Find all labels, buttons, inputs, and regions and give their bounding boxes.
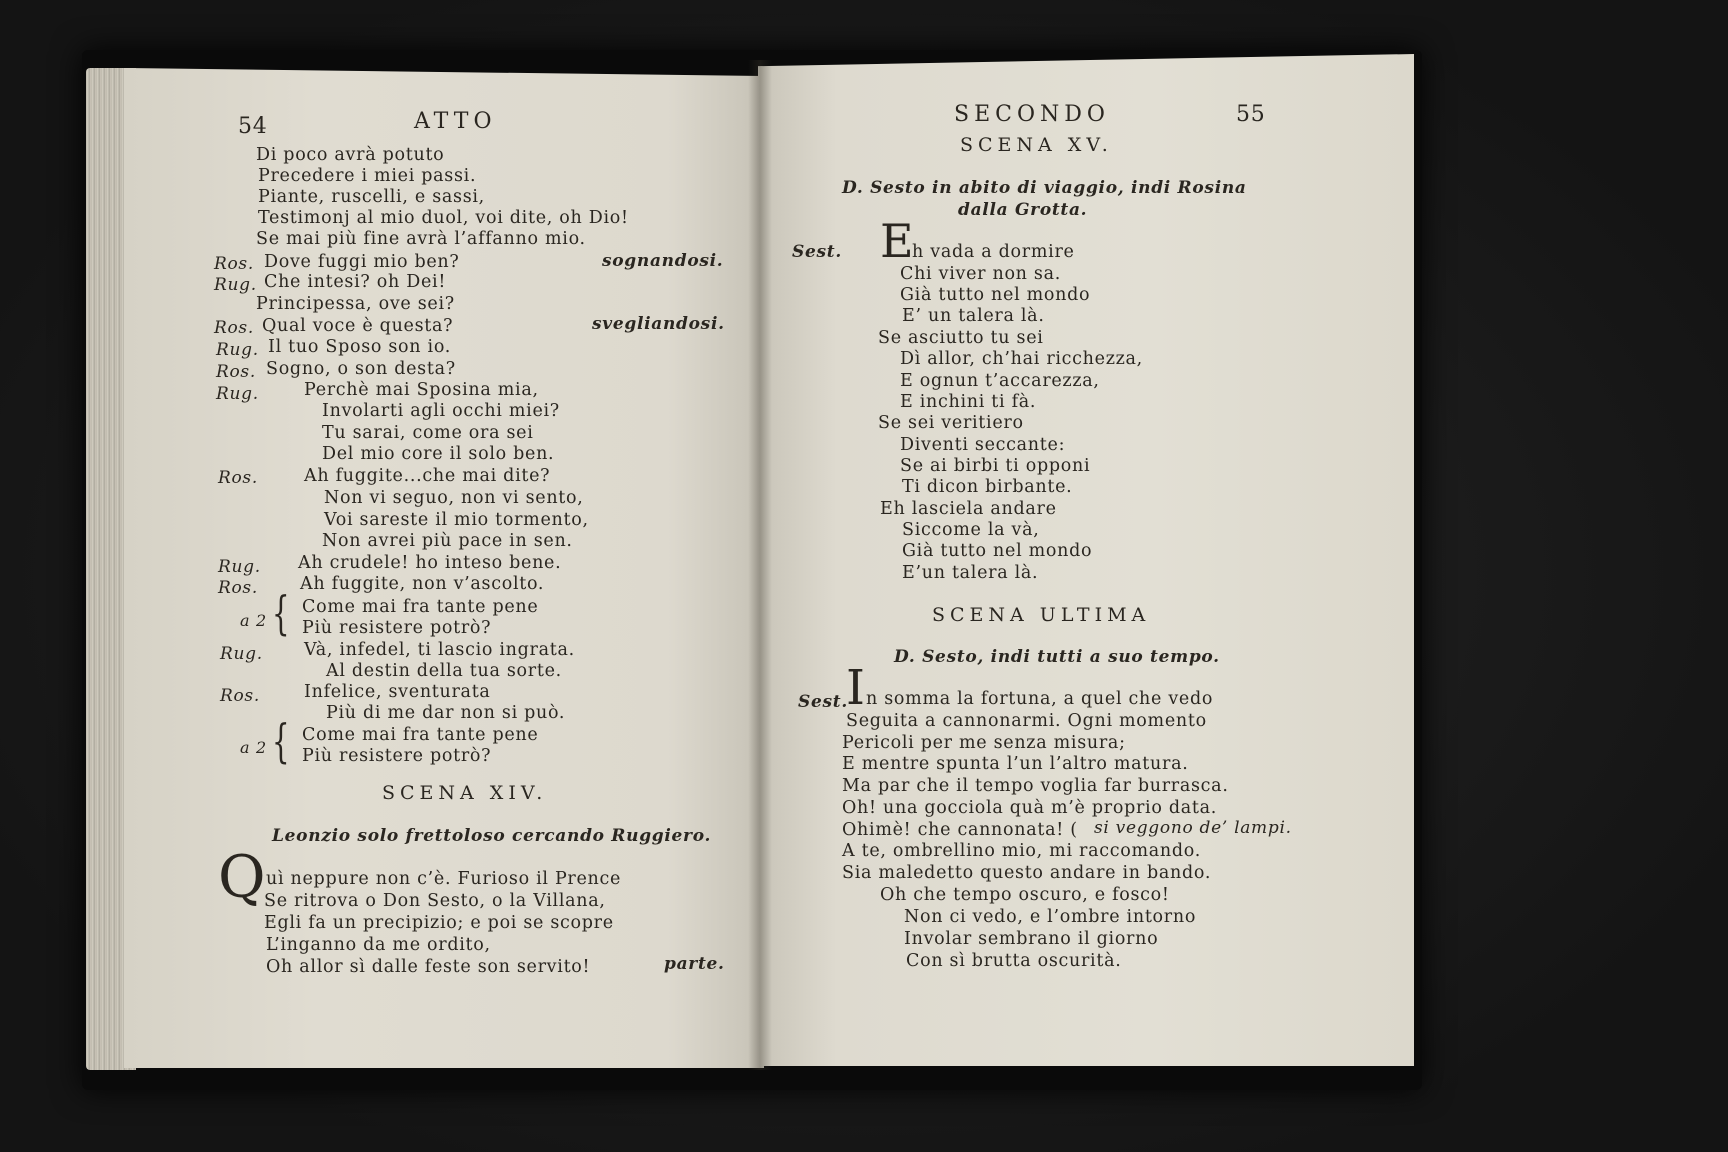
verse-line: Ah fuggite...che mai dite? (304, 466, 551, 486)
stage-aside: si veggono de’ lampi. (1094, 818, 1292, 838)
verse-line: Il tuo Sposo son io. (268, 337, 452, 357)
duet-label: a 2 (240, 738, 267, 757)
verse-line: Già tutto nel mondo (902, 541, 1093, 561)
verse-line: E’ un talera là. (902, 306, 1045, 326)
page-number-left: 54 (238, 114, 268, 139)
speaker-label: Ros. (216, 362, 256, 382)
speaker-label: Rug. (220, 644, 263, 664)
speaker-label: Rug. (216, 340, 259, 360)
verse-line: Se asciutto tu sei (878, 328, 1044, 348)
recit-line: E mentre spunta l’un l’altro matura. (842, 754, 1189, 774)
verse-line: Chi viver non sa. (900, 264, 1061, 284)
drop-cap: Q (218, 843, 266, 911)
book-gutter (748, 60, 772, 1070)
recit-line: Sia maledetto questo andare in bando. (842, 863, 1212, 883)
verse-line: Al destin della tua sorte. (326, 661, 562, 681)
verse-line: Dove fuggi mio ben? (264, 252, 460, 272)
brace-mark: { (272, 586, 290, 640)
verse-line: Perchè mai Sposina mia, (304, 380, 539, 400)
verse-line: Più resistere potrò? (302, 746, 492, 766)
speaker-label: Rug. (214, 275, 257, 295)
running-head-left: ATTO (414, 109, 497, 134)
speaker-label: Ros. (218, 468, 258, 488)
speaker-label: Sest. (792, 242, 842, 262)
duet-label: a 2 (240, 611, 267, 630)
stage-direction: D. Sesto, indi tutti a suo tempo. (894, 647, 1220, 667)
speaker-label: Ros. (214, 318, 254, 338)
verse-line: Se mai più fine avrà l’affanno mio. (256, 229, 586, 249)
prose-line: Egli fa un precipizio; e poi se scopre (264, 913, 614, 933)
verse-line: Già tutto nel mondo (900, 285, 1091, 305)
speaker-label: Rug. (216, 384, 259, 404)
verse-line: Piante, ruscelli, e sassi, (258, 187, 485, 207)
verse-line: Più resistere potrò? (302, 618, 492, 638)
recit-line: Oh! una gocciola quà m’è proprio data. (842, 798, 1217, 818)
verse-line: Voi sareste il mio tormento, (324, 510, 589, 530)
verse-line: Ah fuggite, non v’ascolto. (300, 574, 545, 594)
speaker-label: Rug. (218, 557, 261, 577)
verse-line: Dì allor, ch’hai ricchezza, (900, 349, 1143, 369)
running-head-right: SECONDO (954, 102, 1110, 127)
speaker-label: Ros. (214, 254, 254, 274)
stage-direction: Leonzio solo frettoloso cercando Ruggiero. (272, 826, 712, 846)
verse-line: Che intesi? oh Dei! (264, 272, 447, 292)
stage-note: sognandosi. (602, 251, 724, 271)
prose-line: Se ritrova o Don Sesto, o la Villana, (264, 891, 606, 911)
recit-line: Involar sembrano il giorno (904, 929, 1159, 949)
recit-line: Seguita a cannonarmi. Ogni momento (846, 711, 1207, 731)
verse-line: Se ai birbi ti opponi (900, 456, 1091, 476)
stage-note: svegliandosi. (592, 314, 725, 334)
verse-line: Tu sarai, come ora sei (322, 423, 534, 443)
verse-line: Come mai fra tante pene (302, 725, 539, 745)
verse-line: Ah crudele! ho inteso bene. (298, 553, 562, 573)
verse-line: Di poco avrà potuto (256, 145, 445, 165)
verse-line: Siccome la và, (902, 520, 1040, 540)
speaker-label: Ros. (218, 578, 258, 598)
exit-note: parte. (664, 954, 725, 974)
recit-line: Non ci vedo, e l’ombre intorno (904, 907, 1197, 927)
verse-line: Se sei veritiero (878, 413, 1024, 433)
page-number-right: 55 (1236, 102, 1266, 127)
brace-mark: { (272, 714, 290, 768)
recit-line: Ma par che il tempo voglia far burrasca. (842, 776, 1229, 796)
verse-line: Più di me dar non si può. (326, 703, 566, 723)
scene-title: SCENA XV. (960, 134, 1113, 156)
verse-line: Non avrei più pace in sen. (322, 531, 573, 551)
scene-title: SCENA ULTIMA (932, 604, 1151, 626)
scene-title: SCENA XIV. (382, 782, 548, 804)
prose-line: L’inganno da me ordito, (266, 935, 491, 955)
verse-line: Infelice, sventurata (304, 682, 491, 702)
recit-line: Ohimè! che cannonata! ( (842, 820, 1078, 840)
drop-cap: I (846, 660, 865, 716)
verse-line: Del mio core il solo ben. (322, 444, 555, 464)
prose-line: uì neppure non c’è. Furioso il Prence (266, 869, 622, 889)
drop-cap: E (880, 214, 914, 268)
stage-direction: dalla Grotta. (958, 200, 1088, 220)
recit-line: n somma la fortuna, a quel che vedo (866, 689, 1214, 709)
verse-line: Involarti agli occhi miei? (322, 401, 560, 421)
verse-line: Come mai fra tante pene (302, 597, 539, 617)
speaker-label: Sest. (798, 692, 848, 712)
recit-line: Oh che tempo oscuro, e fosco! (880, 885, 1170, 905)
verse-line: Ti dicon birbante. (902, 477, 1073, 497)
verse-line: Diventi seccante: (900, 435, 1066, 455)
verse-line: Non vi seguo, non vi sento, (324, 488, 584, 508)
stage-direction: D. Sesto in abito di viaggio, indi Rosina (842, 178, 1247, 198)
verse-line: Testimonj al mio duol, voi dite, oh Dio! (258, 208, 629, 228)
prose-line: Oh allor sì dalle feste son servito! (266, 957, 591, 977)
verse-line: Precedere i miei passi. (258, 166, 477, 186)
recit-line: A te, ombrellino mio, mi raccomando. (842, 841, 1201, 861)
verse-line: E ognun t’accarezza, (900, 371, 1100, 391)
verse-line: E’un talera là. (902, 563, 1039, 583)
speaker-label: Ros. (220, 686, 260, 706)
verse-line: Sogno, o son desta? (266, 359, 456, 379)
verse-line: Eh lasciela andare (880, 499, 1057, 519)
verse-line: E inchini ti fà. (900, 392, 1037, 412)
verse-line: Principessa, ove sei? (256, 294, 455, 314)
verse-line: Qual voce è questa? (262, 316, 454, 336)
verse-line: h vada a dormire (912, 242, 1075, 262)
recit-line: Con sì brutta oscurità. (906, 951, 1122, 971)
verse-line: Và, infedel, ti lascio ingrata. (304, 640, 575, 660)
recit-line: Pericoli per me senza misura; (842, 733, 1126, 753)
